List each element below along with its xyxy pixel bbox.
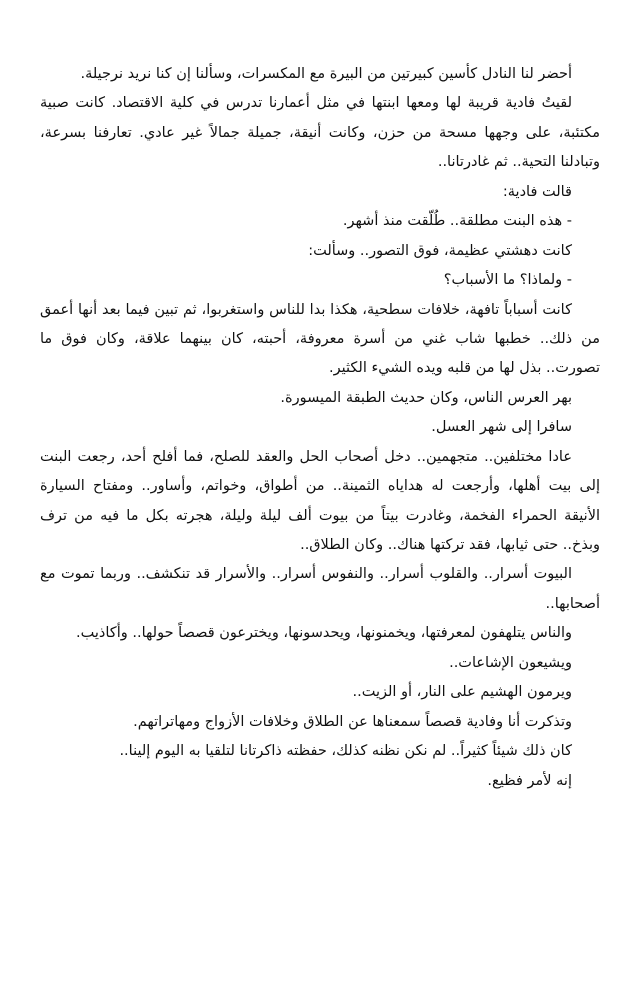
text-line: إنه لأمر فظيع. xyxy=(487,772,572,789)
text-line: كان ذلك شيئاً كثيراً.. لم نكن نظنه كذلك، حفظته ذاكرتانا لتلقيا به اليوم إلينا.. xyxy=(119,743,572,760)
text-line: من ذلك.. خطبها شاب غني من أسرة معروفة، أحبته، كان بينهما علاقة، وكان فوق ما xyxy=(40,330,600,347)
text-line: أحضر لنا النادل كأسين كبيرتين من البيرة مع المكسرات، وسألنا إن كنا نريد نرجيلة. xyxy=(80,66,572,82)
text-line: تصورت.. بذل لها من قلبه ويده الشيء الكثير. xyxy=(329,360,600,377)
text-line: البيوت أسرار.. والقلوب أسرار.. والنفوس أسرار.. والأسرار قد تنكشف.. وربما تموت مع xyxy=(40,566,572,583)
text-line: سافرا إلى شهر العسل. xyxy=(431,419,572,436)
text-line: والناس يتلهفون لمعرفتها، ويخمنونها، ويحدسونها، ويخترعون قصصاً حولها.. وأكاذيب. xyxy=(76,625,572,642)
text-line: الأنيقة الحمراء الفخمة، وغادرت بيتاً من بيوت ألف ليلة وليلة، هجرته بكل ما فيه من ترف xyxy=(40,507,600,524)
text-line: قالت فادية: xyxy=(502,183,572,200)
text-body xyxy=(40,60,600,796)
text-line: ويرمون الهشيم على النار، أو الزيت.. xyxy=(352,684,572,701)
text-line: - ولماذا؟ ما الأسباب؟ xyxy=(443,272,572,289)
text-line: - هذه البنت مطلقة.. طُلّقت منذ أشهر. xyxy=(342,213,572,230)
text-line: ويشيعون الإشاعات.. xyxy=(449,654,572,671)
text-line: وتبادلنا التحية.. ثم غادرتانا.. xyxy=(437,154,600,171)
text-line: مكتئبة، على وجهها مسحة من حزن، وكانت أنيقة، جميلة جمالاً غير عادي. تعارفنا بسرعة، xyxy=(40,124,600,141)
text-line: عادا مختلفين.. متجهمين.. دخل أصحاب الحل والعقد للصلح، فما أفلح أحد، رجعت البنت xyxy=(40,448,572,465)
text-line: وتذكرت أنا وفادية قصصاً سمعناها عن الطلاق وخلافات الأزواج ومهاتراتهم. xyxy=(133,713,572,730)
text-line: أصحابها.. xyxy=(545,595,600,612)
text-line: كانت أسباباً تافهة، خلافات سطحية، هكذا بدا للناس واستغربوا، ثم تبين فيما بعد أنها أعمق xyxy=(40,301,572,318)
text-line: كانت دهشتي عظيمة، فوق التصور.. وسألت: xyxy=(308,242,572,259)
text-line: وبذخ.. حتى ثيابها، فقد تركتها هناك.. وكان الطلاق.. xyxy=(300,537,600,553)
text-line: إلى بيت أهلها، وأرجعت له هداياه الثمينة.. من أطواق، وخواتم، وأساور.. ومفتاح السيارة xyxy=(40,478,600,495)
text-line: بهر العرس الناس، وكان حديث الطبقة الميسورة. xyxy=(280,389,572,406)
text-line: لقيتُ فادية قريبة لها ومعها ابنتها في مثل أعمارنا تدرس في كلية الاقتصاد. كانت صبية xyxy=(40,95,572,112)
